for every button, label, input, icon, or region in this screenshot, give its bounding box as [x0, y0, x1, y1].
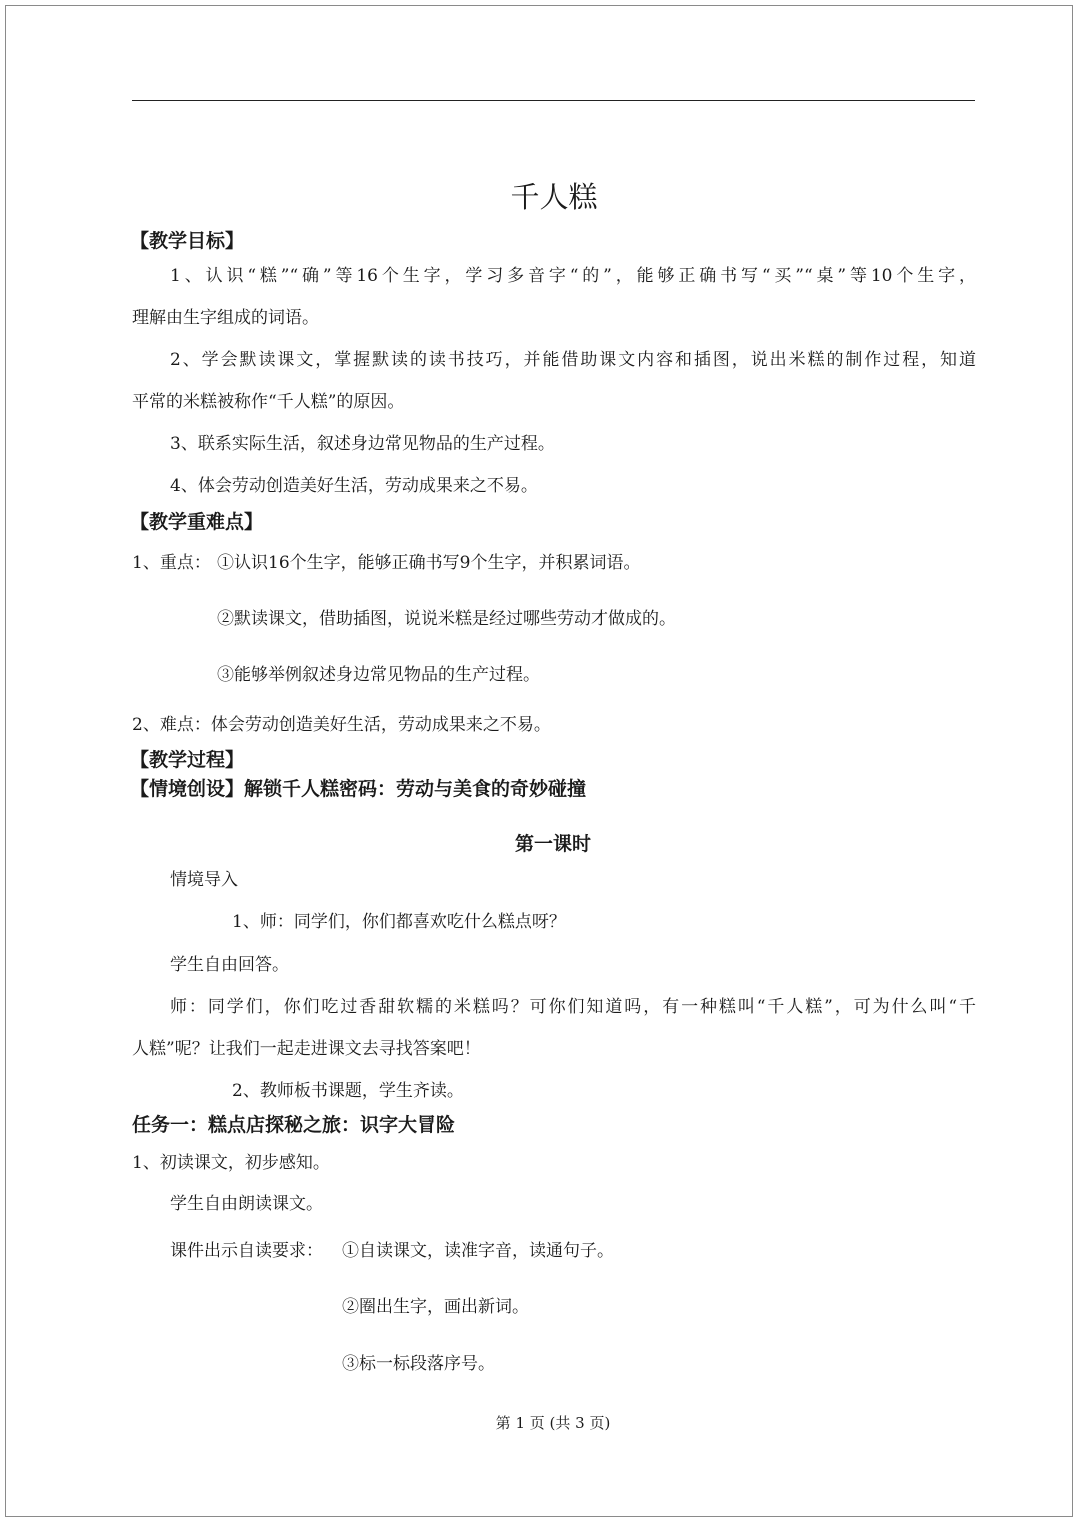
intro-answer-1: 学生自由回答。: [170, 955, 289, 975]
document-title: 千人糕: [510, 180, 598, 214]
task-1-requirement-1: ①自读课文，读准字音，读通句子。: [342, 1241, 614, 1261]
task-1-requirement-3: ③标一标段落序号。: [342, 1354, 495, 1374]
lesson-title: 第一课时: [514, 833, 591, 855]
page-footer: 第 1 页 (共 3 页): [495, 1414, 611, 1432]
task-1-step-1: 1、初读课文，初步感知。: [132, 1153, 330, 1173]
header-rule: [132, 100, 975, 101]
key-point-1-label: 1、重点：: [132, 553, 211, 573]
goal-1-line-1: 1、认识“糕”“确”等16个生字，学习多音字“的”，能够正确书写“买”“桌”等10个生字，: [170, 266, 976, 286]
task-1-requirements-label: 课件出示自读要求：: [170, 1241, 323, 1261]
key-point-1-item-3: ③能够举例叙述身边常见物品的生产过程。: [217, 665, 540, 685]
goal-1-line-2: 理解由生字组成的词语。: [132, 308, 319, 328]
scenario-heading: 【情境创设】解锁千人糕密码：劳动与美食的奇妙碰撞: [130, 778, 587, 800]
goal-3: 3、联系实际生活，叙述身边常见物品的生产过程。: [170, 434, 555, 454]
goals-heading: 【教学目标】: [130, 230, 245, 252]
task-1-heading: 任务一：糕点店探秘之旅：识字大冒险: [132, 1114, 456, 1136]
key-point-1-item-2: ②默读课文，借助插图，说说米糕是经过哪些劳动才做成的。: [217, 609, 676, 629]
goal-4: 4、体会劳动创造美好生活，劳动成果来之不易。: [170, 476, 538, 496]
key-heading: 【教学重难点】: [130, 511, 264, 533]
key-point-2: 2、难点：体会劳动创造美好生活，劳动成果来之不易。: [132, 715, 551, 735]
process-heading: 【教学过程】: [130, 749, 245, 771]
intro-label: 情境导入: [170, 870, 238, 890]
intro-teacher-line-2: 人糕”呢？让我们一起走进课文去寻找答案吧！: [132, 1039, 481, 1059]
intro-teacher-line-1: 师：同学们，你们吃过香甜软糯的米糕吗？可你们知道吗，有一种糕叫“千人糕”，可为什么叫“千: [170, 997, 976, 1017]
key-point-1-item-1: ①认识16个生字，能够正确书写9个生字，并积累词语。: [217, 553, 641, 573]
goal-2-line-2: 平常的米糕被称作“千人糕”的原因。: [132, 392, 405, 412]
task-1-requirement-2: ②圈出生字，画出新词。: [342, 1297, 529, 1317]
intro-question-2: 2、教师板书课题，学生齐读。: [232, 1081, 464, 1101]
task-1-step-1-activity: 学生自由朗读课文。: [170, 1194, 323, 1214]
intro-question-1: 1、师：同学们，你们都喜欢吃什么糕点呀？: [232, 912, 566, 932]
goal-2-line-1: 2、学会默读课文，掌握默读的读书技巧，并能借助课文内容和插图，说出米糕的制作过程，知道: [170, 350, 976, 370]
